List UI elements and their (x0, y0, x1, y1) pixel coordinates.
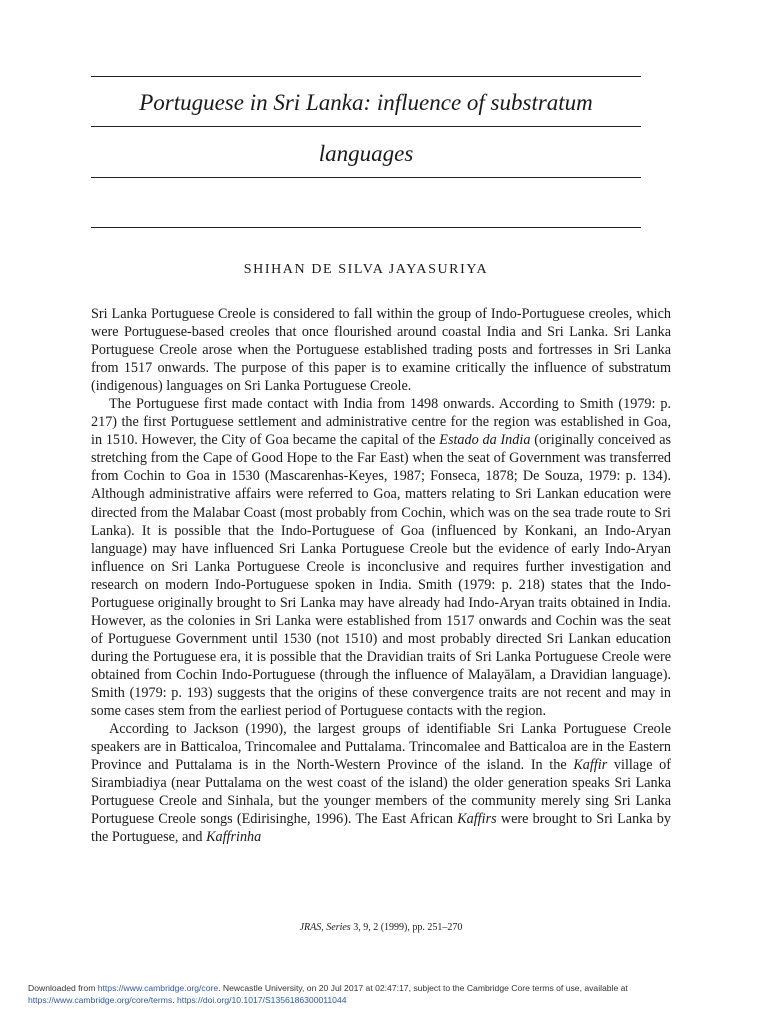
doi-link[interactable]: https://doi.org/10.1017/S1356186300011044 (177, 995, 347, 1005)
article-body (91, 305, 671, 846)
paragraph-3-part-b: village of Sirambiadiya (near Puttalama on the west coast of the island) the older generation speaks Sri Lanka Portuguese Creole and Sinhala, but the younger members of the community merely sing Sri Lanka Portuguese Creole songs (Edirisinghe, 1996). The East African (91, 757, 671, 828)
download-prefix: Downloaded from (28, 983, 98, 993)
paragraph-3 (91, 720, 671, 846)
paragraph-1: Sri Lanka Portuguese Creole is considered to fall within the group of Indo-Portuguese creoles, which were Portuguese-based creoles that once flourished around coastal India and Sri Lanka. Sri Lanka Portuguese Creole arose when the Portuguese established trading posts and fortresses in Sri Lanka from 1517 onwards. The purpose of this paper is to examine critically the influence of substratum (indigenous) languages on Sri Lanka Portuguese Creole. (91, 306, 671, 395)
terms-link[interactable]: https://www.cambridge.org/core/terms (28, 995, 173, 1005)
author-name: SHIHAN DE SILVA JAYASURIYA (243, 262, 489, 277)
journal-citation (91, 922, 671, 933)
kaffir-italic: Kaffir (573, 757, 608, 774)
journal-name: JRAS, Series (299, 922, 351, 933)
kaffirs-italic: Kaffirs (457, 811, 497, 828)
paragraph-2-part-a: The Portuguese first made contact with India from 1498 onwards. According to Smith (1979: p. 217) the first Portuguese settlement and administrative centre for the region was established in Goa, in 1510. However, the City of Goa became the capital of the (91, 396, 671, 449)
estado-da-india-italic: Estado da India (439, 432, 531, 449)
paragraph-3-part-a: According to Jackson (1990), the largest groups of identifiable Sri Lanka Portuguese Creole speakers are in Batticaloa, Trincomalee and Puttalama. Trincomalee and Batticaloa are in the Eastern Province and Puttalama is in the North-Western Province of the island. In the (91, 721, 671, 774)
paragraph-2 (91, 395, 671, 720)
download-sep: . (172, 995, 178, 1005)
rule-bottom (91, 227, 641, 228)
cambridge-core-link[interactable]: https://www.cambridge.org/core (97, 983, 219, 993)
download-middle: . Newcastle University, on 20 Jul 2017 at 02:47:17, subject to the Cambridge Core terms of use, available at (218, 983, 628, 993)
paragraph-2-part-b: (originally conceived as stretching from the Cape of Good Hope to the Far East) when the seat of Government was transferred from Cochin to Goa in 1530 (Mascarenhas-Keyes, 1987; Fonseca, 1878; De Souza, 1979: p. 134). Although administrative affairs were referred to Goa, matters relating to Sri Lankan education were directed from the Malabar Coast (most probably from Cochin, which was on the sea trade route to Sri Lanka). It is possible that the Indo-Portuguese of Goa (influenced by Konkani, an Indo-Aryan language) may have influenced Sri Lanka Portuguese Creole but the evidence of early Indo-Aryan influence on Sri Lanka Portuguese Creole is inconclusive and requires further investigation and research on modern Indo-Portuguese spoken in India. Smith (1979: p. 218) states that the Indo-Portuguese originally brought to Sri Lanka may have already had Indo-Aryan traits obtained in India. However, as the colonies in Sri Lanka were established from 1517 onwards and Cochin was the seat of Portuguese Government until 1530 (not 1510) and most probably directed Sri Lankan education during the Portuguese era, it is possible that the Dravidian traits of Sri Lanka Portuguese Creole were obtained from Cochin Indo-Portuguese (through the influence of Malayālam, a Dravidian language). Smith (1979: p. 193) suggests that the origins of these convergence traits are not recent and may in some cases stem from the earliest period of Portuguese contacts with the region. (91, 432, 672, 720)
rule-top (91, 76, 641, 77)
rule-lower (91, 177, 641, 178)
paragraph-3-part-c: were brought to Sri Lanka by the Portuguese, and (91, 811, 671, 846)
rule-middle (91, 126, 641, 127)
page-title-line-2: languages (318, 141, 414, 166)
kaffrinha-italic: Kaffrinha (206, 829, 262, 846)
page-title-line-1: Portuguese in Sri Lanka: influence of substratum (139, 90, 593, 115)
journal-details: 3, 9, 2 (1999), pp. 251–270 (353, 922, 463, 933)
download-notice (28, 982, 763, 1006)
